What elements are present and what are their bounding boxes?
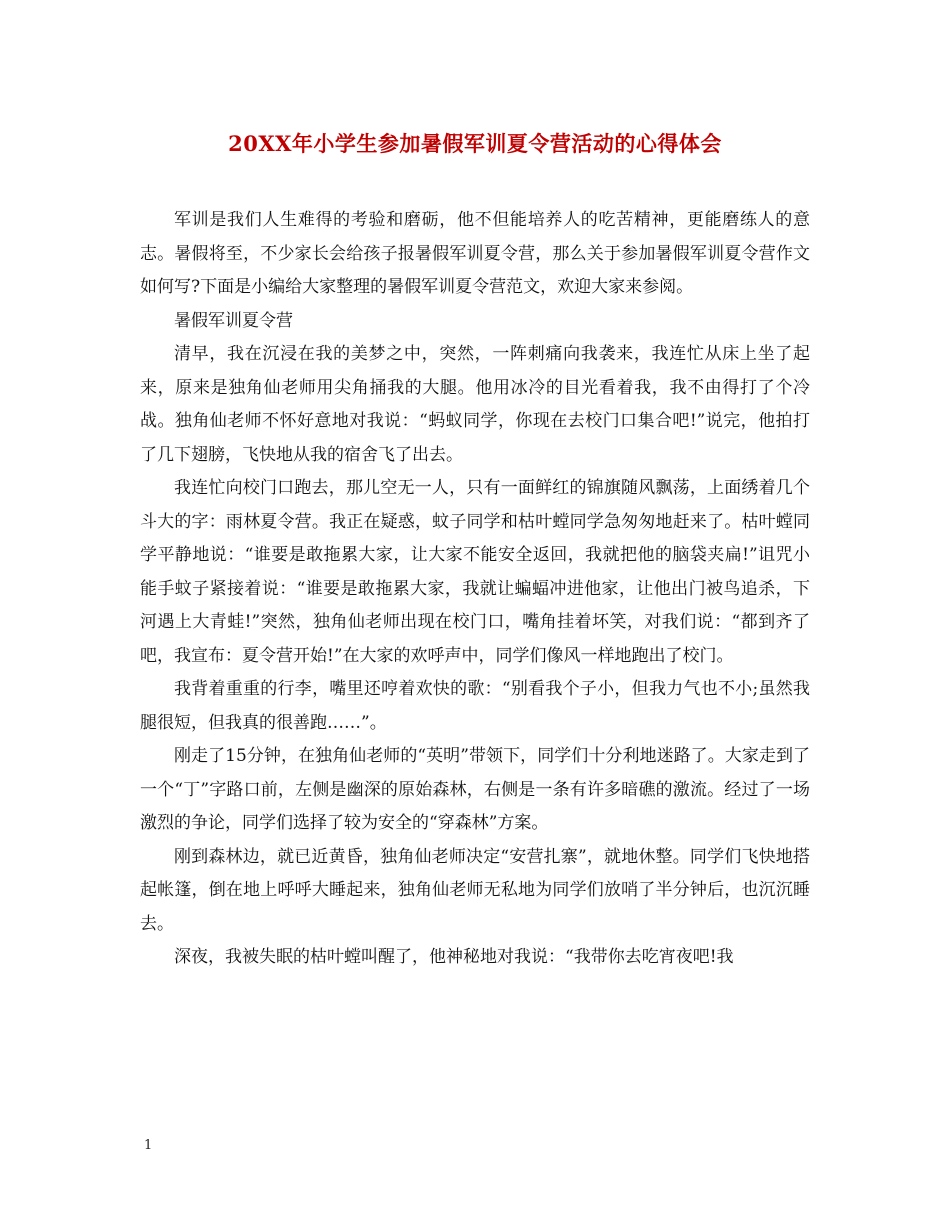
- paragraph-morning: 清早，我在沉浸在我的美梦之中，突然，一阵刺痛向我袭来，我连忙从床上坐了起来，原来是独角仙老师用尖角捅我的大腿。他用冰冷的目光看着我，我不由得打了个冷战。独角仙老师不怀好意地对我说：“蚂蚁同学，你现在去校门口集合吧!”说完，他拍打了几下翅膀，飞快地从我的宿舍飞了出去。: [140, 344, 810, 465]
- paragraph-subheading: 暑假军训夏令营: [174, 310, 293, 331]
- paragraph-gate: 我连忙向校门口跑去，那儿空无一人，只有一面鲜红的锦旗随风飘荡，上面绣着几个斗大的字：雨林夏令营。我正在疑惑，蚊子同学和枯叶螳同学急匆匆地赶来了。枯叶螳同学平静地说：“谁要是敢拖累大家，让大家不能安全返回，我就把他的脑袋夹扁!”诅咒小能手蚊子紧接着说：“谁要是敢拖累大家，我就让蝙蝠冲进他家，让他出门被鸟追杀，下河遇上大青蛙!”突然，独角仙老师出现在校门口，嘴角挂着坏笑，对我们说：“都到齐了吧，我宣布：夏令营开始!”在大家的欢呼声中，同学们像风一样地跑出了校门。: [140, 478, 810, 666]
- paragraph-lost: 刚走了15分钟，在独角仙老师的“英明”带领下，同学们十分利地迷路了。大家走到了一个“丁”字路口前，左侧是幽深的原始森林，右侧是一条有许多暗礁的激流。经过了一场激烈的争论，同学们选择了较为安全的“穿森林”方案。: [140, 746, 810, 833]
- document-body: [140, 204, 810, 975]
- document-title: 20XX年小学生参加暑假军训夏令营活动的心得体会: [228, 131, 722, 156]
- paragraph-camp: 刚到森林边，就已近黄昏，独角仙老师决定“安营扎寨”，就地休整。同学们飞快地搭起帐篷，倒在地上呼呼大睡起来，独角仙老师无私地为同学们放哨了半分钟后，也沉沉睡去。: [140, 846, 810, 934]
- page-number: 1: [144, 1138, 153, 1153]
- paragraph-night: 深夜，我被失眠的枯叶螳叫醒了，他神秘地对我说：“我带你去吃宵夜吧!我: [174, 947, 734, 967]
- paragraph-intro: 军训是我们人生难得的考验和磨砺，他不但能培养人的吃苦精神，更能磨练人的意志。暑假将至，不少家长会给孩子报暑假军训夏令营，那么关于参加暑假军训夏令营作文如何写?下面是小编给大家整理的暑假军训夏令营范文，欢迎大家来参阅。: [140, 210, 810, 297]
- paragraph-song: 我背着重重的行李，嘴里还哼着欢快的歌：“别看我个子小，但我力气也不小;虽然我腿很短，但我真的很善跑……”。: [140, 679, 810, 733]
